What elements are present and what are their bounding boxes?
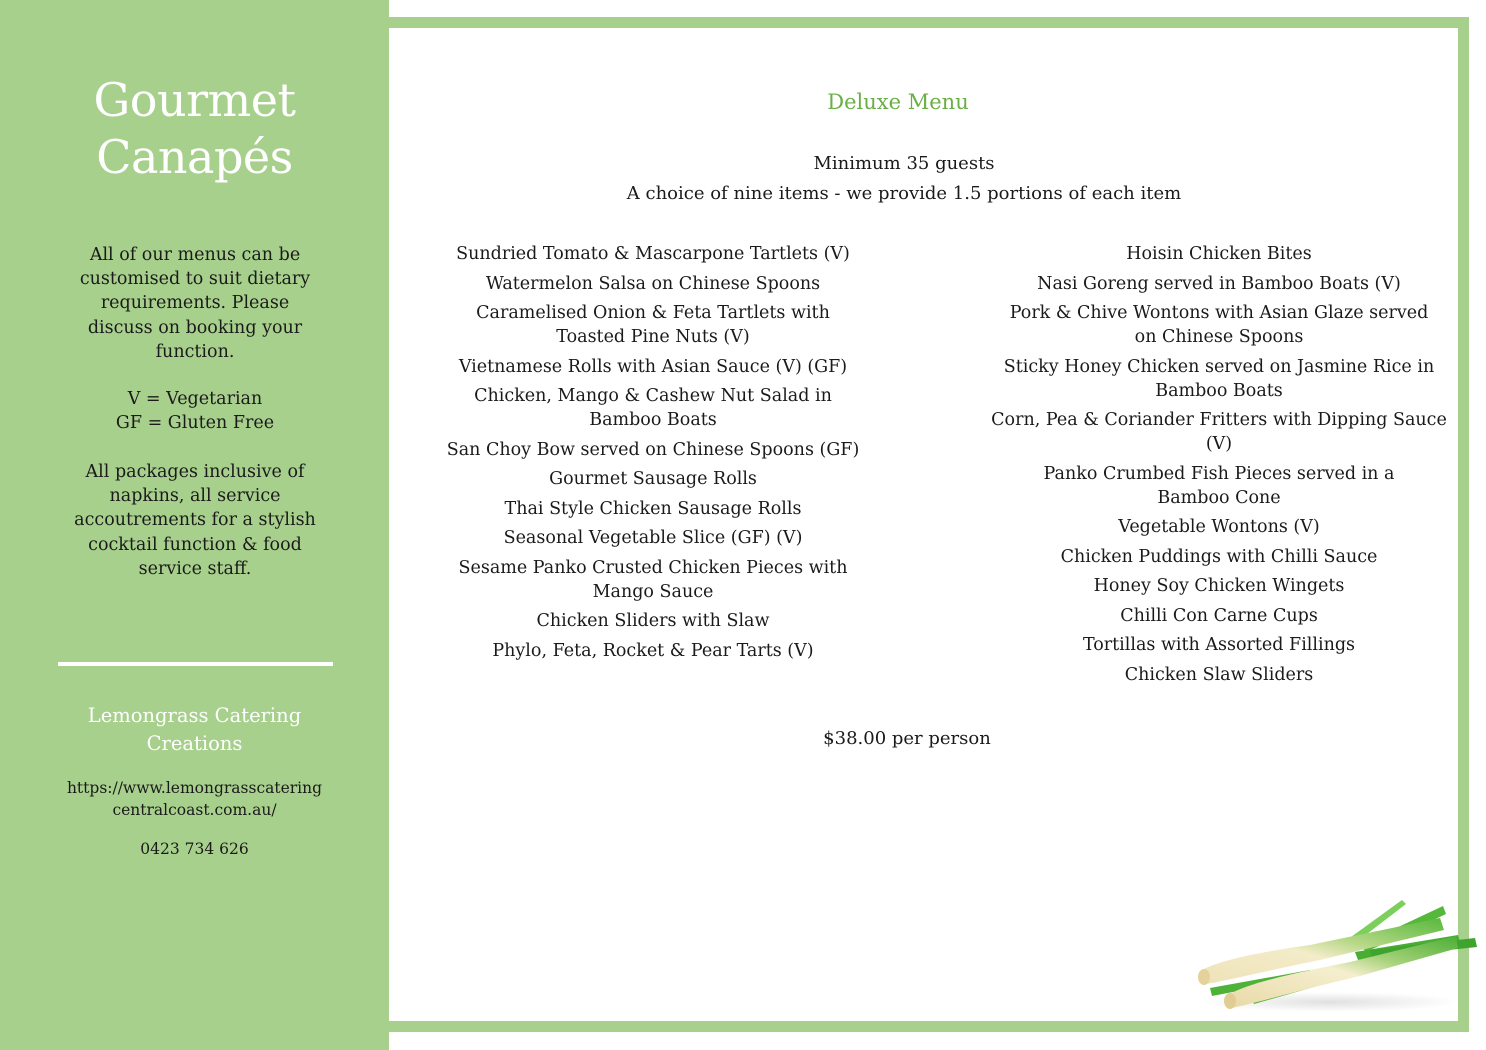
phone-number: 0423 734 626 bbox=[140, 840, 249, 858]
menu-item: Honey Soy Chicken Wingets bbox=[1093, 576, 1345, 596]
note-line: All of our menus can be bbox=[89, 245, 301, 265]
menu-item: Phylo, Feta, Rocket & Pear Tarts (V) bbox=[492, 640, 814, 661]
note-line: service staff. bbox=[138, 558, 252, 579]
brochure-title-line: Gourmet bbox=[93, 73, 296, 127]
website-line: https://www.lemongrasscatering bbox=[66, 779, 323, 797]
menu-item: Chicken Slaw Sliders bbox=[1124, 664, 1314, 685]
legend-vegetarian: V = Vegetarian bbox=[127, 389, 263, 409]
company-name-line: Creations bbox=[146, 732, 243, 755]
note-line: All packages inclusive of bbox=[85, 462, 305, 482]
menu-item: Sundried Tomato & Mascarpone Tartlets (V) bbox=[456, 244, 850, 264]
note-line: accoutrements for a stylish bbox=[74, 510, 316, 531]
menu-item: Sticky Honey Chicken served on Jasmine Rice in Bamboo Boats bbox=[1003, 356, 1435, 401]
menu-item: San Choy Bow served on Chinese Spoons (GF) bbox=[446, 439, 860, 460]
note-line: customised to suit dietary bbox=[79, 269, 311, 290]
brochure-title-line: Canapés bbox=[96, 130, 293, 184]
menu-item: Thai Style Chicken Sausage Rolls bbox=[504, 498, 802, 519]
company-name bbox=[20, 702, 369, 758]
note-line: function. bbox=[155, 341, 235, 362]
choice-info: A choice of nine items - we provide 1.5 portions of each item bbox=[626, 183, 1182, 204]
frame-border-top bbox=[389, 17, 1469, 28]
sidebar-divider bbox=[58, 662, 333, 666]
menu-item: Hoisin Chicken Bites bbox=[1126, 244, 1312, 264]
menu-item: Seasonal Vegetable Slice (GF) (V) bbox=[503, 528, 803, 548]
menu-item: Nasi Goreng served in Bamboo Boats (V) bbox=[1037, 273, 1401, 294]
menu-item: Vegetable Wontons (V) bbox=[1118, 517, 1320, 537]
menu-item: Chilli Con Carne Cups bbox=[1120, 605, 1318, 626]
note-line: discuss on booking your bbox=[87, 317, 303, 338]
note-line: requirements. Please bbox=[100, 293, 290, 314]
menu-item: Chicken Puddings with Chilli Sauce bbox=[1060, 546, 1378, 567]
menu-item: Gourmet Sausage Rolls bbox=[549, 469, 757, 489]
menu-item: Panko Crumbed Fish Pieces served in a Bamboo Cone bbox=[1043, 463, 1395, 508]
frame-border-right bbox=[1458, 17, 1469, 1032]
menu-subtitle bbox=[389, 149, 1419, 209]
menu-item: Chicken Sliders with Slaw bbox=[536, 611, 770, 631]
price-per-person: $38.00 per person bbox=[823, 728, 991, 749]
sidebar-panel bbox=[0, 0, 389, 1050]
website-line: centralcoast.com.au/ bbox=[112, 801, 277, 819]
legend-gluten-free: GF = Gluten Free bbox=[115, 413, 275, 434]
website-link[interactable] bbox=[30, 777, 359, 821]
company-name-line: Lemongrass Catering bbox=[87, 704, 302, 727]
menu-column-right bbox=[988, 242, 1450, 692]
menu-item: Corn, Pea & Coriander Fritters with Dipping Sauce (V) bbox=[991, 410, 1447, 454]
customisation-note bbox=[40, 243, 350, 364]
frame-border-bottom bbox=[389, 1021, 1469, 1032]
lemongrass-illustration bbox=[1190, 890, 1486, 1020]
dietary-legend bbox=[40, 387, 350, 435]
note-line: napkins, all service bbox=[109, 486, 281, 507]
brochure-title bbox=[0, 72, 389, 186]
menu-item: Chicken, Mango & Cashew Nut Salad in Bamboo Boats bbox=[474, 386, 832, 430]
menu-item: Watermelon Salsa on Chinese Spoons bbox=[485, 273, 821, 294]
menu-item: Caramelised Onion & Feta Tartlets with Toasted Pine Nuts (V) bbox=[476, 303, 830, 347]
menu-title: Deluxe Menu bbox=[827, 90, 969, 114]
menu-item: Sesame Panko Crusted Chicken Pieces with Mango Sauce bbox=[458, 557, 848, 602]
menu-item: Tortillas with Assorted Fillings bbox=[1082, 635, 1356, 655]
menu-item: Pork & Chive Wontons with Asian Glaze served on Chinese Spoons bbox=[1009, 303, 1429, 347]
note-line: cocktail function & food bbox=[88, 534, 302, 555]
menu-item: Vietnamese Rolls with Asian Sauce (V) (GF) bbox=[458, 356, 848, 377]
inclusions-note bbox=[40, 460, 350, 581]
menu-column-left bbox=[420, 242, 886, 668]
minimum-guests: Minimum 35 guests bbox=[813, 153, 995, 174]
